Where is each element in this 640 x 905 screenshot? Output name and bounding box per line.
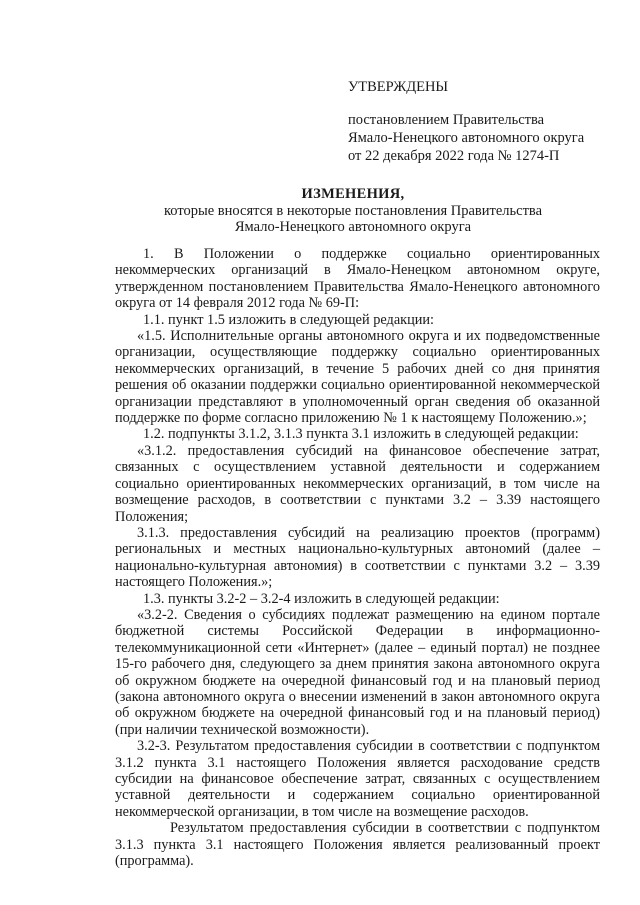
paragraph: «1.5. Исполнительные органы автономного округа и их подведомственные организации, осуществляющие поддержку социально ориентированных некоммерческих организаций, в течение 5 рабочих дней со дня принятия решения об оказании поддержки социально ориентированной некоммерческой организации представляют в уполномоченный орган сведения об оказанной поддержке по форме согласно приложению № 1 к настоящему Положению.»; <box>115 328 600 427</box>
paragraph: 1.2. подпункты 3.1.2, 3.1.3 пункта 3.1 изложить в следующей редакции: <box>143 426 579 443</box>
paragraph: «3.1.2. предоставления субсидий на финансовое обеспечение затрат, связанных с осуществлением уставной деятельности и содержанием социально ориентированных некоммерческих организаций, в том числе на возмещение расходов, в соответствии с пунктами 3.2 – 3.39 настоящего Положения; <box>115 442 600 525</box>
paragraph: 1.3. пункты 3.2-2 – 3.2-4 изложить в следующей редакции: <box>143 590 500 607</box>
paragraph: 3.1.3. предоставления субсидий на реализацию проектов (программ) региональных и местных национально-культурных автономий (далее – национально-культурная автономия) в соответствии с пунктами 3.2 – 3.39 настоящего Положения.»; <box>115 524 600 591</box>
approval-block <box>348 78 584 165</box>
approval-line: Ямало-Ненецкого автономного округа <box>348 130 585 146</box>
title-subtitle: Ямало-Ненецкого автономного округа <box>234 219 472 235</box>
approval-heading: УТВЕРЖДЕНЫ <box>348 79 449 95</box>
document-title <box>108 186 598 236</box>
approval-line: от 22 декабря 2022 года № 1274-П <box>348 148 560 164</box>
title-main: ИЗМЕНЕНИЯ, <box>301 186 405 202</box>
paragraph: 1. В Положении о поддержке социально ориентированных некоммерческих организаций в Ямало-Ненецком автономном округе, утвержденном постановлением Правительства Ямало-Ненецкого автономного округа от 14 февраля 2012 года № 69-П: <box>115 246 600 312</box>
approval-line: постановлением Правительства <box>348 112 545 128</box>
document-body <box>115 246 600 869</box>
paragraph: 3.2-3. Результатом предоставления субсидии в соответствии с подпунктом 3.1.2 пункта 3.1 настоящего Положения является расходование средств субсидии на финансовое обеспечение затрат, связанных с осуществлением уставной деятельности и содержанием социально ориентированной некоммерческой организации, в том числе на возмещение расходов. <box>115 738 600 820</box>
paragraph: «3.2-2. Сведения о субсидиях подлежат размещению на едином портале бюджетной системы Российской Федерации в информационно-телекоммуникационной сети «Интернет» (далее – единый портал) не позднее 15-го рабочего дня, следующего за днем принятия закона автономного округа об окружном бюджете на очередной финансовый год и на плановый период (закона автономного округа о внесении изменений в закон автономного округа об окружном бюджете на очередной финансовый год и на плановый период) (при наличии технической возможности). <box>115 606 600 738</box>
paragraph: 1.1. пункт 1.5 изложить в следующей редакции: <box>143 311 435 328</box>
title-subtitle: которые вносятся в некоторые постановления Правительства <box>163 202 543 219</box>
paragraph: Результатом предоставления субсидии в соответствии с подпунктом 3.1.3 пункта 3.1 настоящего Положения является реализованный проект (программа). <box>115 820 600 870</box>
